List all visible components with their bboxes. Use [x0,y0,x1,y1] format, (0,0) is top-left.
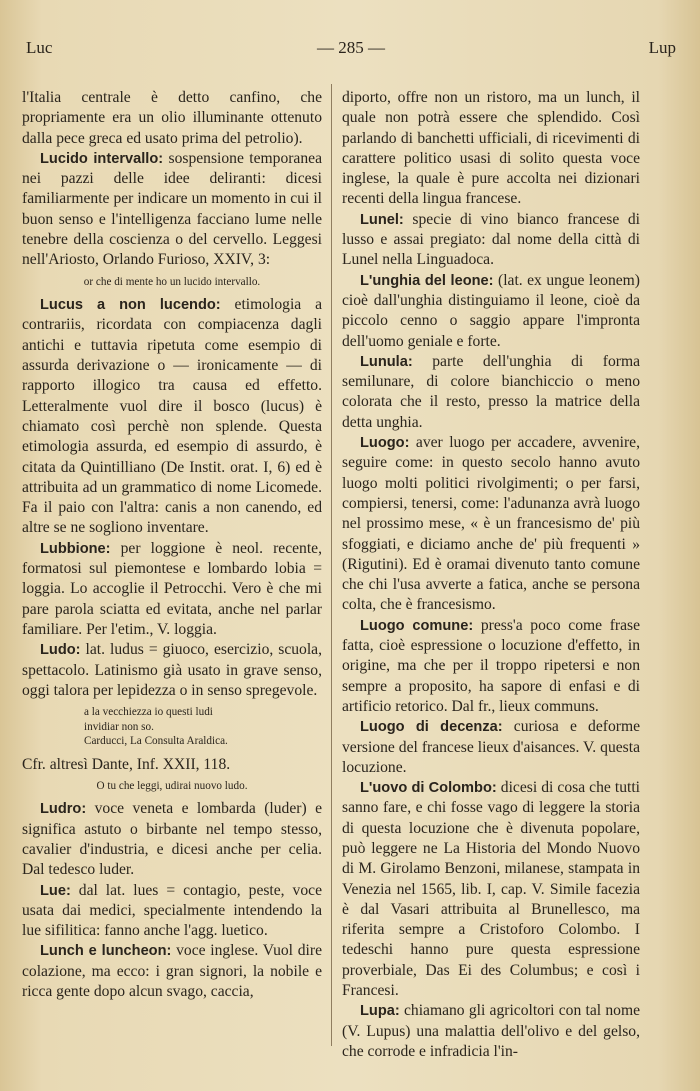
definition: dal lat. lues = contagio, peste, voce usata dai medici, specialmente intendendo la lue sifilitica: fanno anche l'agg. luetico. [22,881,322,940]
definition: dicesi di cosa che tutti sanno fare, e chi fosse vago di leggere la storia di questa locuzione che è divenuta popolare, può leggere ne La Historia del Mondo Nuovo di M. Girolamo Benzoni, milanese, stampata in Venezia nel 1565, lib. I, cap. V. Simile facezia è dal Vasari attribuita al Brunellesco, ma riferita sempre a Cristoforo Colombo. I tedeschi hanno pure questa espressione proverbiale, Das Ei des Columbus; e così i Francesi. [342,779,640,1000]
entry-lunch [22,941,322,1002]
definition: etimologia a contrariis, ricordata con compiacenza dagli antichi e tuttavia ripetuta come esempio di assurda derivazione o — ironicamente — di rapporto illogico tra causa ed effetto. Letteralmente vuol dire il bosco (lucus) è chiamato così perchè non splende. Questa etimologia assurda, ed esempio di assurdo, è citata da Quintilliano (De Instit. orat. I, 6) ed è attribuita ad un grammatico di nome Licomede. Fa il paio con l'altra: canis a non canendo, ed altre se ne sogliono inventare. [22,296,322,537]
headword: Luogo: [360,435,410,452]
definition: aver luogo per accadere, avvenire, seguire come: in questo secolo hanno avuto luogo molti politici rivolgimenti; o per farsi, compiersi, tenersi, come: l'adunanza avrà luogo nel prossimo mese, « è un francesismo de' più sfoggiati, e diciamo anche de' più frequenti » (Rigutini). Ed è oramai divenuto tanto comune che chi l'usa avverte a fatica, anche se persona colta, che è francesismo. [342,434,640,614]
definition: voce inglese. Vuol dire colazione, ma ecco: i gran signori, la nobile e ricca gente dopo alcun svago, caccia, [22,942,322,1001]
entry-lucus [22,295,322,539]
headword: Lucus a non lucendo: [40,297,221,314]
definition: sospensione temporanea nei pazzi delle idee deliranti: dicesi familiarmente per indicare un momento in cui il buon senso e l'intelligenza facciano lume nelle tenebre della coscienza o del cervello. Leggesi nell'Ariosto, Orlando Furioso, XXIV, 3: [22,149,322,269]
headword: Lue: [40,882,71,899]
headword: Lunula: [360,353,413,370]
headword: Luogo di decenza: [360,719,503,736]
entry-continuation: l'Italia centrale è detto canfino, che propriamente era un olio illuminante ottenuto dalla pece greca ed usato prima del petrolio). [22,89,322,147]
entry-lubbione [22,539,322,640]
right-column [342,88,640,1062]
definition: press'a poco come frase fatta, cioè espressione o locuzione d'effetto, in origine, ma che per il troppo ripetersi e non sempre a proposito, ha sapore di enfasi e di artificio retorico. Dal fr., lieux communs. [342,616,640,715]
cross-reference: Cfr. altresì Dante, Inf. XXII, 118. [22,755,231,773]
quotation: or che di mente ho un lucido intervallo. [83,275,261,288]
verse-line: invidiar non so. [84,720,154,733]
definition: chiamano gli agricoltori con tal nome (V. Lupus) una malattia dell'olivo e del gelso, che corrode e infradicia l'in- [342,1002,640,1060]
headword: Lucido intervallo: [40,150,164,167]
entry-lue [22,881,322,942]
headword: Ludo: [40,642,81,659]
verse-quotation [22,705,322,749]
definition: voce veneta e lombarda (luder) e significa astuto o birbante nel tempo stesso, cavalier d'industria, e dicesi anche per celia. Dal tedesco luder. [22,800,322,879]
page-number: — 285 — [317,38,385,57]
entry-unghia-del-leone [342,271,640,352]
entry-luogo [342,433,640,616]
entry-ludo [22,640,322,701]
entry-lunel [342,210,640,271]
headword: Lunel: [360,211,404,228]
headword: Lupa: [360,1003,400,1020]
headword: Luogo comune: [360,617,474,634]
header-left-guideword: Luc [26,38,53,57]
entry-luogo-di-decenza [342,717,640,778]
page-header [26,38,676,62]
definition: specie di vino bianco francese di lusso e assai pregiato: dal nome della città di Lunel nella Linguadoca. [342,210,640,269]
verse-author: Carducci, La Consulta Araldica. [84,735,228,748]
definition: lat. ludus = giuoco, esercizio, scuola, spettacolo. Latinismo già usato in grave senso, oggi talora per lepidezza o in senso spregevole. [22,641,322,699]
entry-uovo-di-colombo [342,778,640,1001]
verse-line: a la vecchiezza io questi ludi [84,706,213,719]
definition: per loggione è neol. recente, formatosi sul piemontese e lombardo lobia = loggia. Lo accoglie il Petrocchi. Vero è che mi pare parola sciatta ed evitata, anche nel parlar familiare. Per l'etim., V. loggia. [22,539,322,638]
header-right-guideword: Lup [648,38,676,57]
entry-luogo-comune [342,616,640,717]
entry-lunula [342,352,640,433]
definition: parte dell'unghia di forma semilunare, di colore bianchiccio o meno colorata che il resto, presso la matrice della detta unghia. [342,352,640,431]
column-divider [331,84,332,1046]
entry-ludro [22,799,322,880]
headword: Lubbione: [40,540,111,557]
headword: Ludro: [40,801,87,818]
headword: L'uovo di Colombo: [360,780,497,797]
headword: L'unghia del leone: [360,272,494,289]
definition: curiosa e deforme versione del francese lieux d'aisances. V. questa locuzione. [342,718,640,776]
definition: (lat. ex ungue leonem) cioè dall'unghia distinguiamo il leone, cioè da piccolo cenno o saggio appare l'impronta dell'uomo geniale e forte. [342,271,640,350]
quotation: O tu che leggi, udirai nuovo ludo. [96,779,248,792]
entry-lupa [342,1001,640,1062]
entry-lucido-intervallo [22,149,322,271]
left-column [22,88,322,1002]
entry-continuation: diporto, offre non un ristoro, ma un lunch, il quale non potrà essere che splendido. Così parlando di banchetti ufficiali, di ricevimenti di carattere politico usasi di solito questa voce inglese, la quale è pure accolta nei dizionari recenti della lingua francese. [342,89,640,208]
headword: Lunch e luncheon: [40,943,172,960]
